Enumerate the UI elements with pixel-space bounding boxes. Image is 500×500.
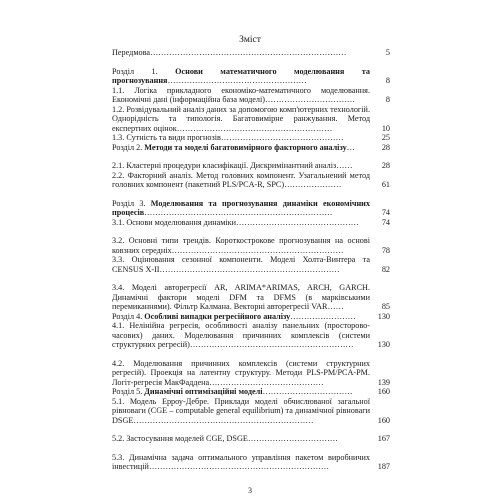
- toc-entry-text: [112, 321, 374, 350]
- toc-entry-text: [112, 359, 374, 388]
- toc-page-number: 130: [377, 340, 390, 349]
- toc-page-number: 160: [377, 387, 390, 396]
- toc-entry-preface[interactable]: [112, 48, 390, 58]
- toc-spacer: [112, 152, 390, 161]
- toc-page-number: 74: [381, 217, 390, 227]
- toc-entry-chapter-5[interactable]: [112, 387, 390, 397]
- toc-entry-text: [112, 283, 374, 312]
- toc-entry-s3-3[interactable]: [112, 255, 390, 274]
- toc-page-number: 187: [377, 462, 390, 471]
- toc-entry-text: [112, 171, 374, 190]
- toc-entry-text: [112, 199, 374, 218]
- toc-spacer-cell: [112, 58, 390, 67]
- chapter-title: Динамічні оптимізаційні моделі: [144, 387, 263, 396]
- toc-entry-s2-2[interactable]: [112, 171, 390, 190]
- toc-page-number: 25: [381, 133, 390, 142]
- toc-page-number: 160: [377, 415, 390, 425]
- toc-entry-text: [112, 434, 374, 444]
- toc-entry-text: [112, 133, 374, 143]
- toc-page-number: 74: [381, 208, 390, 217]
- toc-entry-text: [112, 48, 374, 58]
- toc-entry-text: [112, 143, 374, 153]
- toc-entry-leader-dots: ……………………………………………: [167, 76, 307, 85]
- toc-spacer: [112, 350, 390, 359]
- toc-entry-lead: 3.4. Моделі авторегресії AR, ARIMA*ARIMAS, ARCH, GARCH. Динамічні фактори моделі DFM та DFMS (в марківськими перемиканнями). Фільтр Калмана. Векторні авторегресії VAR……: [112, 283, 370, 311]
- page-number: 3: [248, 486, 252, 495]
- toc-page-number: 8: [385, 76, 390, 85]
- toc-entry-s5-2[interactable]: [112, 434, 390, 444]
- toc-table: [112, 48, 390, 472]
- toc-page-number: 85: [381, 302, 390, 311]
- toc-entry-lead: 1.2. Розвідувальний аналіз даних за допомогою комп'ютерних технологій. Однорідність та типологія. Багатовимірне ранжування. Метод експертних оцінок…………………………………………………: [112, 104, 370, 133]
- toc-entry-lead: 5.1. Модель Ерроу-Дебре. Приклади моделі обчислюваної загальної рівноваги (CGE – computable general equilibrium) та динамічної рівноваги DSGE…………………………………………………………: [112, 396, 370, 425]
- toc-entry-lead: 5.2. Застосування моделей CGE, DSGE……………………………: [112, 434, 338, 443]
- toc-title: Зміст: [239, 35, 261, 45]
- chapter-title: Методи та моделі багатовимірного факторного аналізу: [144, 142, 347, 152]
- toc-entry-lead: 2.2. Факторний аналіз. Метод головних компонент. Узагальнений метод головних компонент (пакетний PLS/PCA-R, SPC)…………………: [112, 170, 370, 189]
- toc-entry-lead: 4.2. Моделювання причинних комплексів (системи структурних регресій). Проекція на латентну структуру. Методи PLS-PM/PCA-PM. Логіт-регресія МакФаддена……………………………………: [112, 358, 370, 387]
- toc-entry-text: [112, 86, 374, 105]
- toc-page-number: 28: [381, 142, 390, 152]
- toc-entry-s4-2[interactable]: [112, 359, 390, 388]
- toc-entry-leader-dots: ……………………: [290, 311, 356, 321]
- toc-entry-text: [112, 67, 374, 86]
- toc-page-number: 10: [381, 123, 390, 133]
- toc-spacer-cell: [112, 425, 390, 434]
- toc-entry-lead: Розділ 1.: [112, 66, 176, 76]
- toc-entry-leader-dots: ……………………………………………………………: [144, 208, 333, 217]
- toc-entry-s3-1[interactable]: [112, 218, 390, 228]
- toc-spacer: [112, 58, 390, 67]
- toc-entry-leader-dots: ……………………………: [262, 387, 353, 396]
- toc-entry-s5-3[interactable]: [112, 453, 390, 472]
- toc-entry-lead: 3.2. Основні типи трендів. Короткострокове прогнозування на основі ковзних середніх………………………………………………………: [112, 236, 370, 255]
- toc-entry-chapter-4[interactable]: [112, 312, 390, 322]
- toc-entry-lead: Розділ 2.: [112, 142, 145, 152]
- toc-spacer-cell: [112, 227, 390, 236]
- toc-spacer-cell: [112, 152, 390, 161]
- toc-entry-text: [112, 105, 374, 134]
- toc-entry-leader-dots: …: [346, 142, 355, 152]
- toc-entry-s2-1[interactable]: [112, 161, 390, 171]
- toc-entry-text: [112, 236, 374, 255]
- toc-entry-s1-2[interactable]: [112, 105, 390, 134]
- toc-entry-lead: 4.1. Нелінійна регресія, особливості аналізу панельних (просторово-часових) даних. Моделювання причинних комплексів (системи структурних регресій)……………………………………………………: [112, 321, 370, 349]
- toc-spacer: [112, 190, 390, 199]
- toc-page-number: 167: [377, 434, 390, 443]
- toc-page-number: 5: [385, 48, 390, 57]
- toc-page-number: 139: [377, 377, 390, 387]
- toc-entry-text: [112, 312, 374, 322]
- toc-spacer-cell: [112, 444, 390, 453]
- toc-entry-text: [112, 161, 374, 171]
- toc-entry-s5-1[interactable]: [112, 397, 390, 426]
- toc-entry-lead: Розділ 4.: [112, 311, 145, 321]
- chapter-title: Моделювання та прогнозування динаміки економічних процесів: [112, 198, 370, 217]
- toc-entry-lead: 3.3. Оцінювання сезонної компоненти. Моделі Холта-Винтера та CENSUS X-II…………………………………………………………: [112, 255, 370, 274]
- toc-entry-s1-3[interactable]: [112, 133, 390, 143]
- toc-entry-text: [112, 453, 374, 472]
- toc-entry-lead: 1.3. Сутність та види прогнозів………………………………………: [112, 133, 344, 142]
- toc-spacer: [112, 425, 390, 434]
- toc-entry-text: [112, 255, 374, 274]
- toc-page-number: 82: [381, 264, 390, 274]
- toc-entry-text: [112, 397, 374, 426]
- toc-body: [112, 48, 390, 472]
- toc-spacer: [112, 227, 390, 236]
- toc-entry-lead: 3.1. Основи моделювання динаміки………………………………………: [112, 217, 359, 227]
- toc-spacer-cell: [112, 274, 390, 283]
- toc-spacer-cell: [112, 350, 390, 359]
- toc-page-number: 8: [385, 95, 390, 104]
- toc-entry-s3-4[interactable]: [112, 283, 390, 312]
- toc-page-number: 61: [381, 180, 390, 189]
- toc-spacer: [112, 444, 390, 453]
- toc-entry-lead: Розділ 3.: [112, 198, 151, 208]
- toc-entry-text: [112, 218, 374, 228]
- toc-entry-chapter-3[interactable]: [112, 199, 390, 218]
- toc-entry-lead: Розділ 5.: [112, 387, 145, 396]
- toc-entry-text: [112, 387, 374, 397]
- toc-entry-lead: Передмова………………………………………………………………: [112, 48, 347, 57]
- toc-entry-chapter-1[interactable]: [112, 67, 390, 86]
- toc-entry-lead: 2.1. Кластерні процедури класифікації. Дискримінантний аналіз……: [112, 161, 353, 170]
- chapter-title: Особливі випадки регресійного аналізу: [144, 311, 291, 321]
- toc-entry-lead: 1.1. Логіка прикладного економіко-математичного моделювання. Економічні дані (інформаційна база моделі)……………………………: [112, 85, 370, 104]
- toc-entry-s1-1[interactable]: [112, 86, 390, 105]
- toc-entry-s4-1[interactable]: [112, 321, 390, 350]
- chapter-title: Основи математичного моделювання та прогнозування: [112, 66, 370, 85]
- toc-entry-s3-2[interactable]: [112, 236, 390, 255]
- toc-page-number: 28: [381, 161, 390, 170]
- toc-page-number: 130: [377, 311, 390, 321]
- toc-entry-lead: 5.3. Динамічна задача оптимального управління пакетом виробничих інвестицій…………………………………………………………: [112, 452, 370, 471]
- toc-spacer: [112, 274, 390, 283]
- toc-entry-chapter-2[interactable]: [112, 143, 390, 153]
- toc-page-number: 78: [381, 245, 390, 255]
- toc-spacer-cell: [112, 190, 390, 199]
